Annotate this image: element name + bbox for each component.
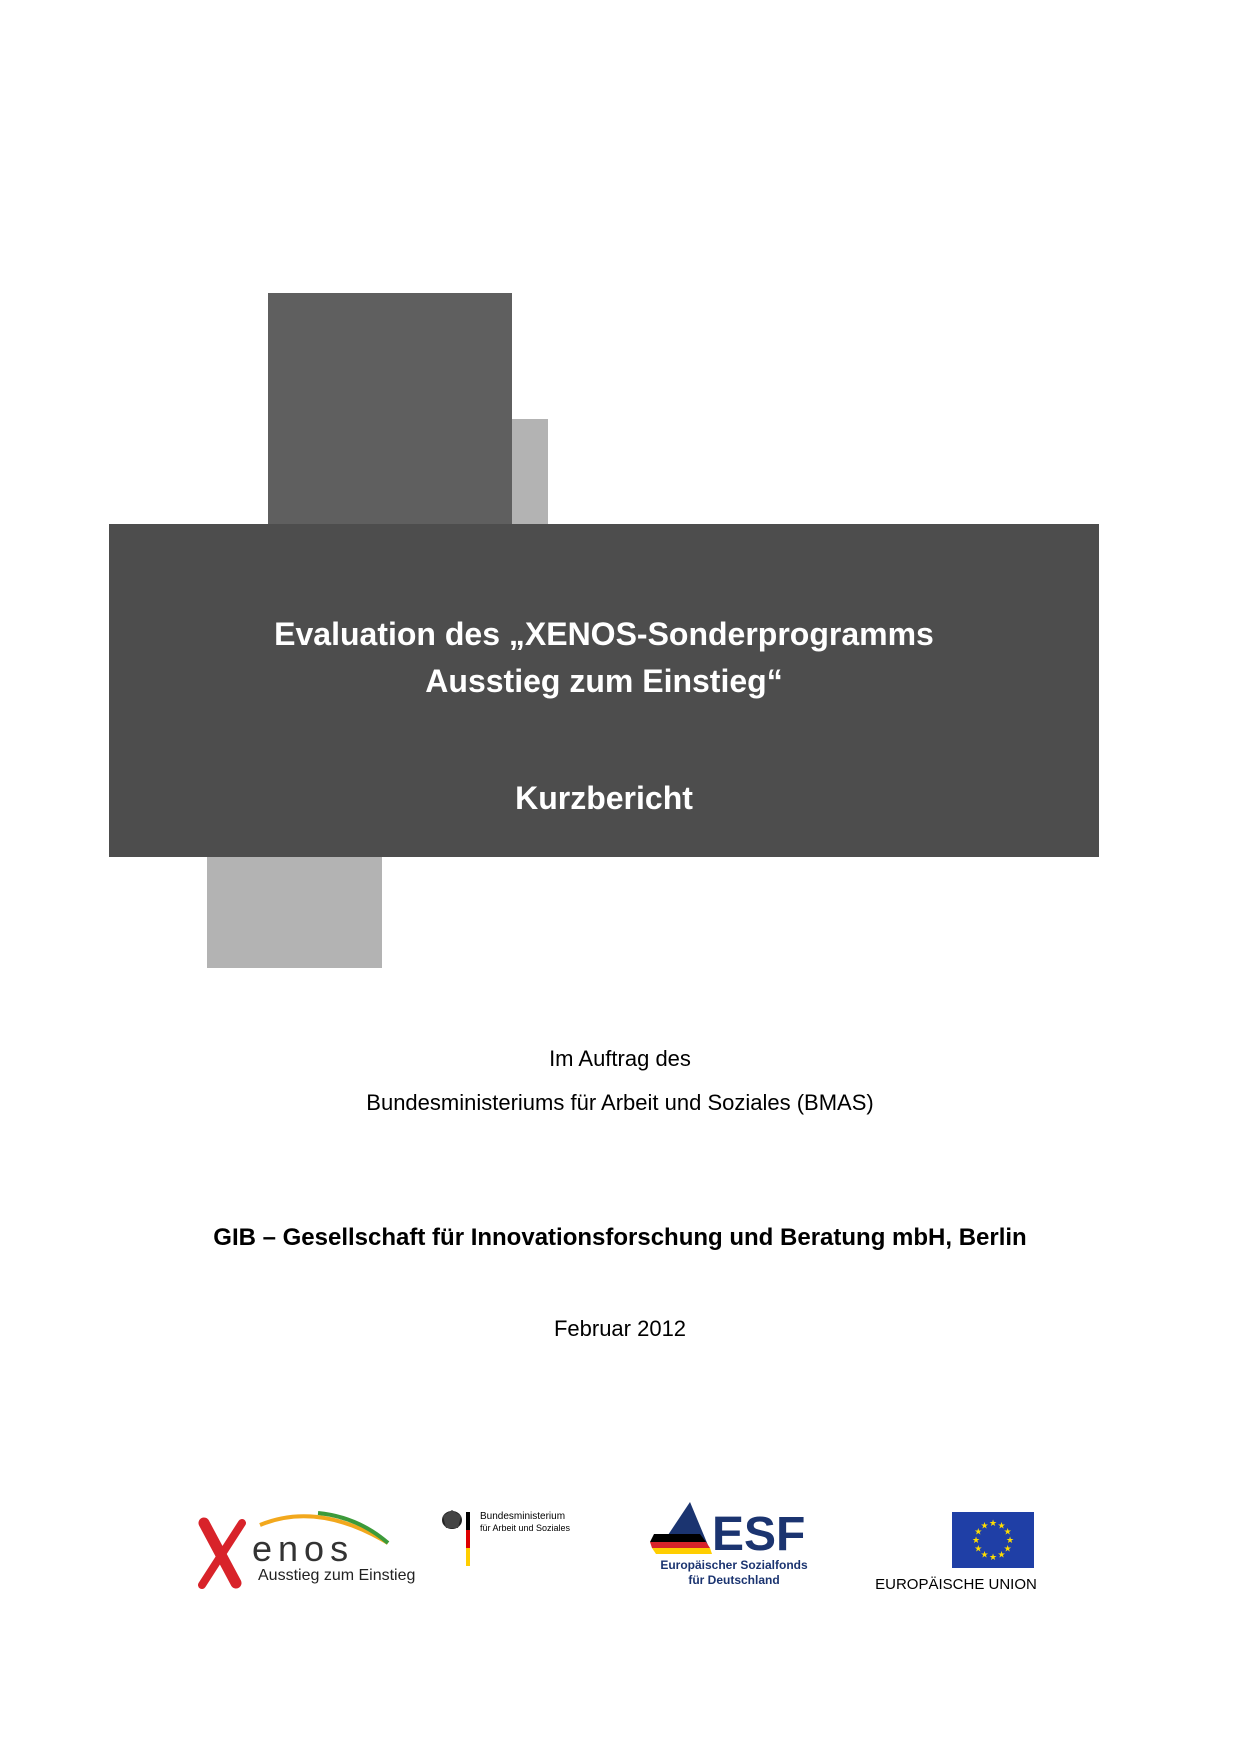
publication-date: Februar 2012: [553, 1316, 687, 1341]
esf-wordmark: ESF: [712, 1508, 806, 1558]
eu-flag-icon: [952, 1512, 1034, 1568]
eu-star-icon: ★: [974, 1543, 983, 1554]
bmas-name-line-1: Bundesministerium: [480, 1511, 566, 1522]
eu-logo: [866, 1512, 1046, 1602]
eu-star-icon: ★: [988, 1552, 998, 1562]
title-line-1: Evaluation des „XENOS-Sonderprogramms: [274, 616, 934, 652]
eu-star-icon: ★: [971, 1535, 981, 1545]
eu-star-icon: ★: [1005, 1535, 1015, 1545]
eu-star-icon: ★: [997, 1520, 1006, 1531]
title-line-2: Ausstieg zum Einstieg“: [425, 663, 783, 699]
bmas-logo: [438, 1508, 598, 1578]
xenos-tagline: Ausstieg zum Einstieg: [258, 1567, 416, 1584]
eu-star-icon: ★: [1003, 1543, 1012, 1554]
xenos-logo: [198, 1505, 418, 1595]
eu-star-icon: ★: [1003, 1526, 1012, 1537]
title-banner: [109, 524, 1099, 857]
author-org: GIB – Gesellschaft für Innovationsforschung und Beratung mbH, Berlin: [213, 1224, 1027, 1251]
decorative-block-light-right: [512, 419, 548, 525]
decorative-block-light-bottom: [207, 856, 382, 968]
eu-name: EUROPÄISCHE UNION: [875, 1576, 1037, 1593]
esf-logo: [650, 1500, 818, 1595]
federal-eagle-icon: [438, 1508, 478, 1578]
eu-star-icon: ★: [980, 1549, 989, 1560]
bmas-name-line-2: für Arbeit und Soziales: [480, 1523, 571, 1533]
eu-star-icon: ★: [980, 1520, 989, 1531]
commission-label: Im Auftrag des: [549, 1046, 691, 1071]
commission-org: Bundesministeriums für Arbeit und Soziales (BMAS): [366, 1090, 874, 1115]
eu-star-icon: ★: [997, 1549, 1006, 1560]
report-type: Kurzbericht: [515, 780, 693, 816]
esf-name-line-1: Europäischer Sozialfonds: [660, 1558, 808, 1572]
esf-flag-icon: [650, 1500, 818, 1558]
decorative-block-dark: [268, 293, 512, 525]
xenos-wordmark: enos: [252, 1528, 355, 1569]
esf-name-line-2: für Deutschland: [688, 1573, 780, 1587]
eu-star-icon: ★: [988, 1518, 998, 1528]
eu-star-icon: ★: [974, 1526, 983, 1537]
